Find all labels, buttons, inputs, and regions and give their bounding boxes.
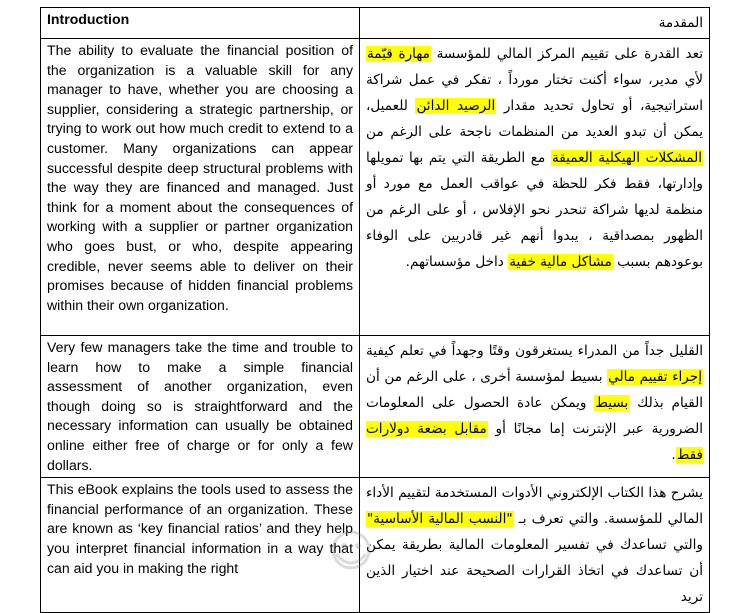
header-row: [41, 8, 710, 39]
arabic-paragraph: يشرح هذا الكتاب الإلكتروني الأدوات المستخدمة لتقييم الأداء المالي للمؤسسة. والتي تعرف بـ "النسب المالية الأساسية" والتي تساعدك في تفسير المعلومات المالية بطريقة يمكن أن تساعدك في اتخاذ القرارات الصحيحة عند اختيار الذين تريد: [360, 478, 710, 613]
english-paragraph: This eBook explains the tools used to assess the financial performance of an organization. These are known as ‘key financial ratios’ and they help you interpret financial information in a way that can aid you in making the right: [41, 478, 360, 613]
highlighted-term: مشاكل مالية خفية: [509, 254, 612, 270]
arabic-paragraph: القليل جداً من المدراء يستغرقون وقتًا وجهداً في تعلم كيفية إجراء تقييم مالي بسيط لمؤسسة أخرى ، على الرغم من أن القيام بذلك بسيط ويمكن عادة الحصول على المعلومات الضرورية عبر الإنترنت إما مجانًا أو مقابل بضعة دولارات فقط.: [360, 336, 710, 478]
watermark-logo-icon: [322, 528, 380, 578]
arabic-paragraph: تعد القدرة على تقييم المركز المالي للمؤسسة مهارة قيّمة لأي مدير، سواء أكنت تختار مورداً ، تفكر في عمل شراكة استراتيجية، أو تحاول تحديد مقدار الرصيد الدائن للعميل، يمكن أن تبدو العديد من المنظمات ناجحة على الرغم من المشكلات الهيكلية العميقة مع الطريقة التي يتم بها تمويلها وإدارتها، فقط فكر للحظة في عواقب العمل مع مورد أو منظمة لديها شراكة تنحدر نحو الإفلاس ، أو على الرغم من الظهور بمصداقية ، يبدوا أنهم غير قادريين على الوفاء بوعودهم بسبب مشاكل مالية خفية داخل مؤسساتهم.: [360, 39, 710, 336]
highlighted-term: بسيط: [595, 395, 629, 411]
translation-table: [40, 7, 710, 613]
highlighted-term: "النسب المالية الأساسية": [367, 511, 513, 528]
title-ar: المقدمة: [360, 8, 710, 39]
highlighted-term: الرصيد الدائن: [416, 98, 496, 114]
english-paragraph: Very few managers take the time and trouble to learn how to make a simple financial assessment of another organization, even though doing so is straightforward and the necessary information can usually be obtained online either free of charge or for only a few dollars.: [41, 336, 360, 478]
title-en: Introduction: [41, 8, 360, 39]
highlighted-term: إجراء تقييم مالي: [608, 369, 702, 385]
highlighted-term: مهارة قيّمة: [367, 46, 430, 62]
highlighted-term: مقابل بضعة دولارات فقط: [366, 421, 703, 463]
english-paragraph: The ability to evaluate the financial position of the organization is a valuable skill for any manager to have, whether you are choosing a supplier, considering a strategic partnership, or trying to work out how much credit to extend to a customer. Many organizations can appear successful despite deep structural problems with the way they are financed and managed. Just think for a moment about the consequences of working with a supplier or partner organization who goes bust, or who, despite appearing credible, never seems able to deliver on their promises because of hidden financial problems within their own organization.: [41, 39, 360, 336]
table-row: [41, 336, 710, 478]
highlighted-term: المشكلات الهيكلية العميقة: [552, 150, 703, 166]
table-row: [41, 39, 710, 336]
